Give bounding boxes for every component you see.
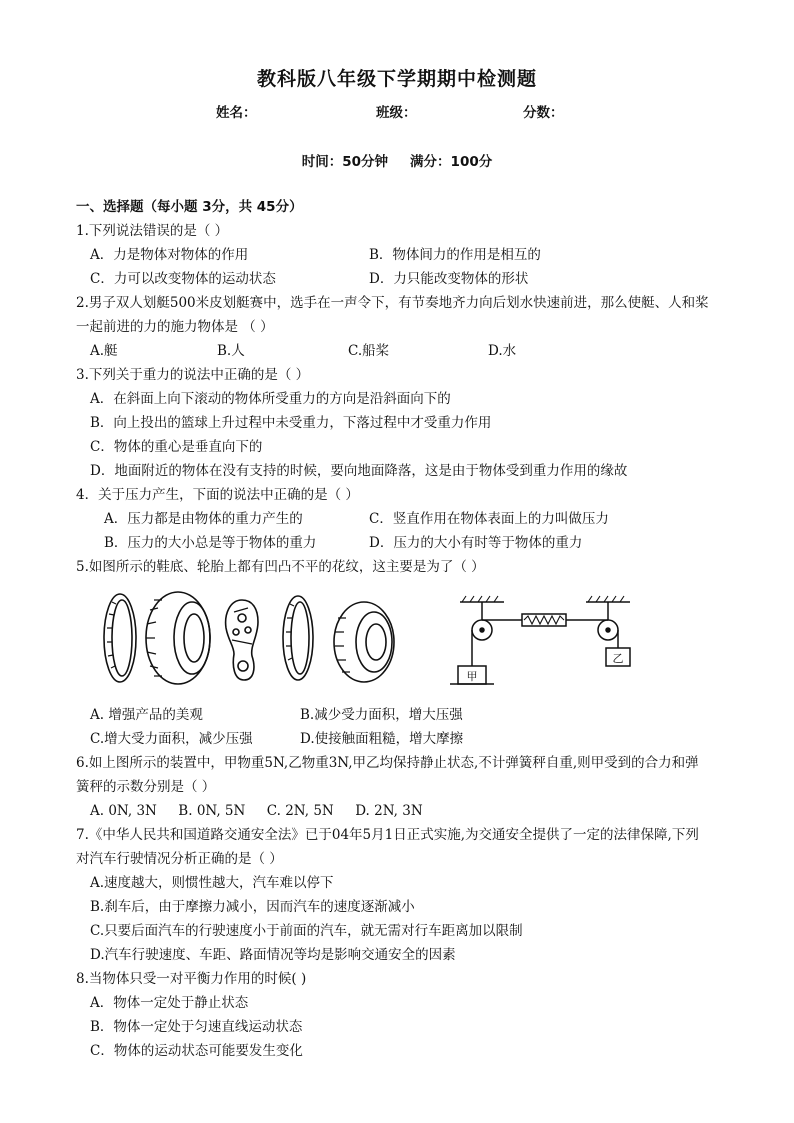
option: C.增大受力面积，减少压强 [90,731,253,747]
option: C．竖直作用在物体表面上的力叫做压力 [369,511,609,527]
option: D.汽车行驶速度、车距、路面情况等均是影响交通安全的因素 [90,947,456,963]
question-stem: 簧秤的示数分别是（ ） [76,779,216,795]
option: D.水 [488,343,517,359]
option: C.船桨 [348,343,390,359]
question-stem: 对汽车行驶情况分析正确的是（ ） [76,851,283,867]
name-label: 姓名： [216,105,257,121]
option: B.刹车后，由于摩擦力减小，因而汽车的速度逐渐减小 [90,899,415,915]
option: B．压力的大小总是等于物体的重力 [104,535,317,551]
question-stem: 2.男子双人划艇500米皮划艇赛中，选手在一声令下，有节奏地齐力向后划水快速前进，那么使艇、人和桨 [76,295,709,311]
question-stem: 一起前进的力的施力物体是 （ ） [76,319,274,335]
option: A．物体一定处于静止状态 [90,995,249,1011]
class-label: 班级： [376,105,417,121]
option: D．力只能改变物体的形状 [369,271,529,287]
page-title: 教科版八年级下学期期中检测题 [256,68,537,90]
option: C．力可以改变物体的运动状态 [90,271,276,287]
option: D．地面附近的物体在没有支持的时候，要向地面降落，这是由于物体受到重力作用的缘故 [90,463,628,479]
option: A．压力都是由物体的重力产生的 [104,511,303,527]
question-stem: 1.下列说法错误的是（ ） [76,223,229,239]
option: A.艇 [90,343,118,359]
option: B．向上投出的篮球上升过程中未受重力，下落过程中才受重力作用 [90,415,492,431]
option-row: A. 0N, 3N B. 0N, 5N C. 2N, 5N D. 2N, 3N [90,803,423,819]
section-title: 一、选择题（每小题 3分，共 45分） [76,199,303,215]
score-label: 分数： [523,105,564,121]
question-stem: 8.当物体只受一对平衡力作用的时候( ) [76,971,307,987]
full-score: 满分：100分 [410,154,493,170]
figure-tyres-and-pulley [96,588,666,692]
label-jia: 甲 [466,670,478,683]
question-stem: 4．关于压力产生，下面的说法中正确的是（ ） [76,487,359,503]
question-stem: 6.如上图所示的装置中，甲物重5N,乙物重3N,甲乙均保持静止状态,不计弹簧秤自重,则甲受到的合力和弹 [76,755,699,771]
option: C.只要后面汽车的行驶速度小于前面的汽车，就无需对行车距离加以限制 [90,923,523,939]
option: C．物体的运动状态可能要发生变化 [90,1043,303,1059]
label-yi: 乙 [612,652,624,665]
time-limit: 时间：50分钟 [301,154,389,170]
wide-tyre-2 [334,602,394,682]
question-stem: 5.如图所示的鞋底、轮胎上都有凹凸不平的花纹，这主要是为了（ ） [76,559,485,575]
option: D.使接触面粗糙，增大摩擦 [300,731,464,747]
option: A. 增强产品的美观 [90,707,203,723]
exam-time-info [0,150,794,170]
question-stem: 7.《中华人民共和国道路交通安全法》已于04年5月1日正式实施,为交通安全提供了一定的法律保障,下列 [76,827,699,843]
option: D．压力的大小有时等于物体的重力 [369,535,583,551]
option: B.减少受力面积，增大压强 [300,707,463,723]
option: A.速度越大，则惯性越大，汽车难以停下 [90,875,334,891]
option: B．物体间力的作用是相互的 [369,247,541,263]
option: A．在斜面上向下滚动的物体所受重力的方向是沿斜面向下的 [90,391,451,407]
option: A．力是物体对物体的作用 [90,247,249,263]
option: C．物体的重心是垂直向下的 [90,439,263,455]
option: B．物体一定处于匀速直线运动状态 [90,1019,303,1035]
option: B.人 [217,343,245,359]
shoe-sole [226,600,258,680]
question-stem: 3.下列关于重力的说法中正确的是（ ） [76,367,310,383]
